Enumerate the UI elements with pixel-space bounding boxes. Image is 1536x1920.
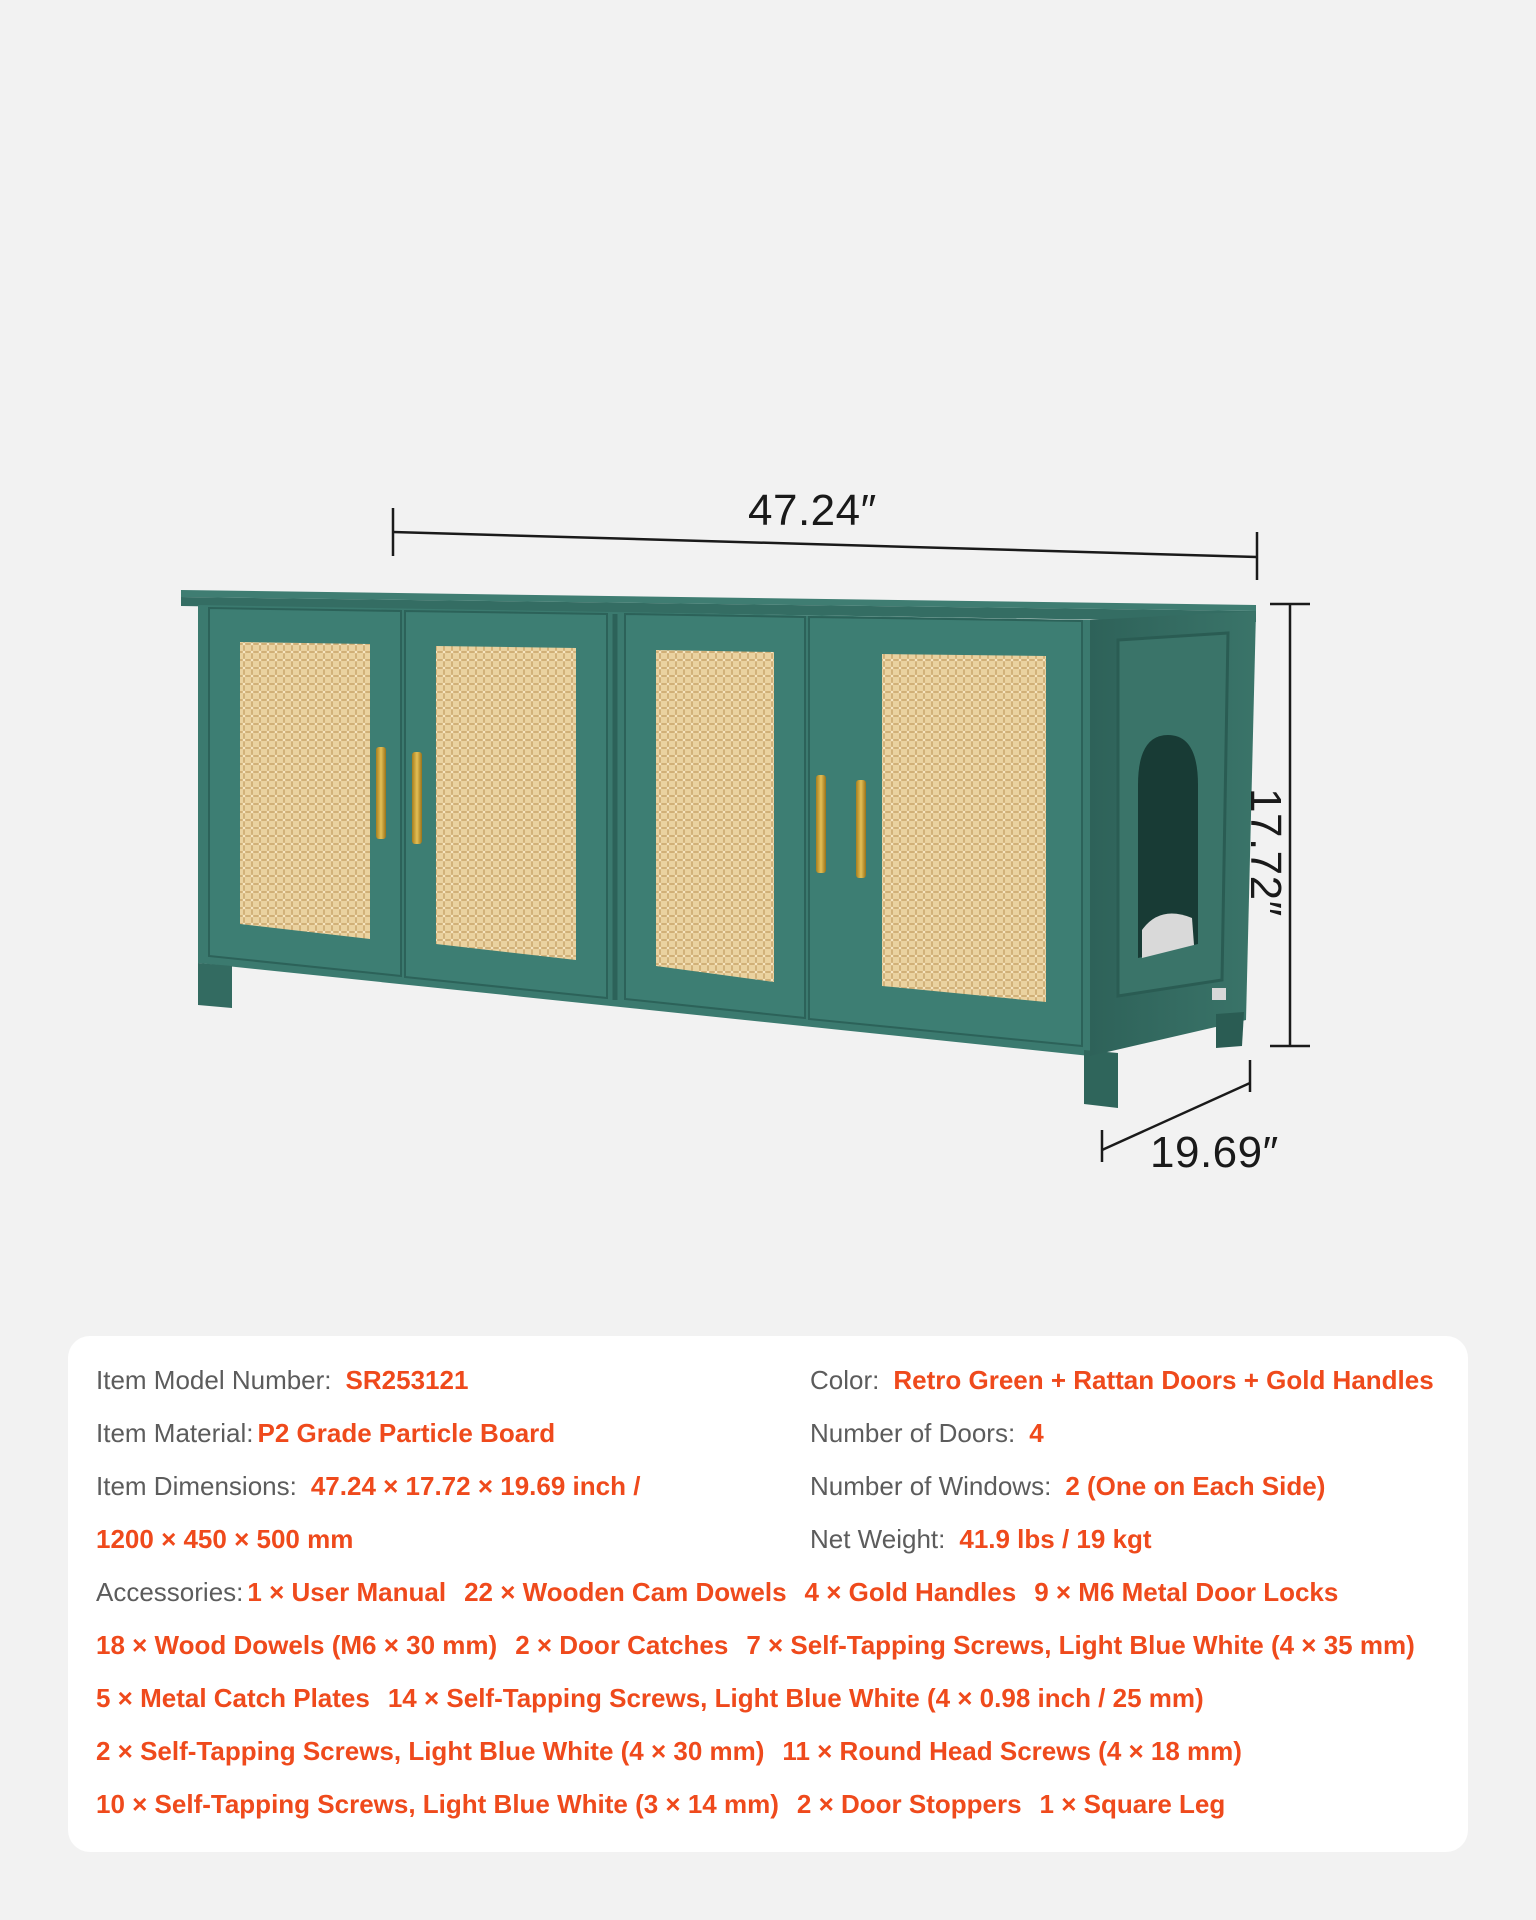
cabinet-doors	[209, 608, 1082, 1046]
accessory-item: 18 × Wood Dowels (M6 × 30 mm)	[96, 1630, 498, 1660]
accessory-item: 5 × Metal Catch Plates	[96, 1683, 370, 1713]
accessories-line-2	[96, 1625, 1415, 1665]
accessory-item: 14 × Self-Tapping Screws, Light Blue White (4 × 0.98 inch / 25 mm)	[387, 1683, 1204, 1713]
accessories-line-4	[96, 1731, 1242, 1771]
accessory-item: 2 × Door Stoppers	[796, 1789, 1022, 1819]
accessory-item: 10 × Self-Tapping Screws, Light Blue White (3 × 14 mm)	[96, 1789, 779, 1819]
spec-weight-label: Net Weight:	[810, 1524, 946, 1554]
spec-windows	[810, 1466, 1325, 1506]
spec-item-dimensions	[96, 1466, 640, 1506]
accessories-line-5	[96, 1784, 1225, 1824]
spec-windows-value: 2 (One on Each Side)	[1065, 1471, 1326, 1501]
accessory-item: 4 × Gold Handles	[804, 1577, 1017, 1607]
spec-color	[810, 1360, 1434, 1400]
accessories-line-3	[96, 1678, 1204, 1718]
spec-weight-value: 41.9 lbs / 19 kgt	[959, 1524, 1152, 1554]
spec-weight	[810, 1519, 1152, 1559]
accessory-item: 22 × Wooden Cam Dowels	[464, 1577, 787, 1607]
spec-model-value: SR253121	[345, 1365, 469, 1395]
accessory-item: 7 × Self-Tapping Screws, Light Blue White (4 × 35 mm)	[746, 1630, 1415, 1660]
spec-model-label: Item Model Number:	[96, 1365, 332, 1395]
spec-model	[96, 1360, 468, 1400]
accessory-item: 9 × M6 Metal Door Locks	[1034, 1577, 1339, 1607]
spec-doors	[810, 1413, 1044, 1453]
accessories-label: Accessories:	[96, 1577, 244, 1607]
accessory-item: 11 × Round Head Screws (4 × 18 mm)	[782, 1736, 1242, 1766]
spec-doors-value: 4	[1029, 1418, 1044, 1448]
spec-color-label: Color:	[810, 1365, 880, 1395]
accessory-item: 2 × Self-Tapping Screws, Light Blue White (4 × 30 mm)	[96, 1736, 765, 1766]
spec-item-dimensions-metric	[96, 1519, 353, 1559]
spec-windows-label: Number of Windows:	[810, 1471, 1052, 1501]
spec-doors-label: Number of Doors:	[810, 1418, 1016, 1448]
spec-color-value: Retro Green + Rattan Doors + Gold Handles	[893, 1365, 1434, 1395]
accessories-line-1	[96, 1572, 1338, 1612]
spec-item-dimensions-label: Item Dimensions:	[96, 1471, 297, 1501]
spec-card	[68, 1336, 1468, 1852]
accessory-item: 1 × User Manual	[247, 1577, 447, 1607]
cabinet-side	[1090, 611, 1256, 1056]
spec-item-dimensions-value-2: 1200 × 450 × 500 mm	[96, 1524, 354, 1554]
accessory-item: 2 × Door Catches	[515, 1630, 729, 1660]
spec-material	[96, 1413, 555, 1453]
spec-material-label: Item Material:	[96, 1418, 254, 1448]
accessory-item: 1 × Square Leg	[1039, 1789, 1226, 1819]
width-dimension-label: 47.24″	[748, 486, 877, 535]
height-dimension-label: 17.72″	[1241, 788, 1290, 917]
spec-material-value: P2 Grade Particle Board	[257, 1418, 556, 1448]
spec-item-dimensions-value-1: 47.24 × 17.72 × 19.69 inch /	[310, 1471, 641, 1501]
depth-dimension-label: 19.69″	[1150, 1128, 1279, 1177]
